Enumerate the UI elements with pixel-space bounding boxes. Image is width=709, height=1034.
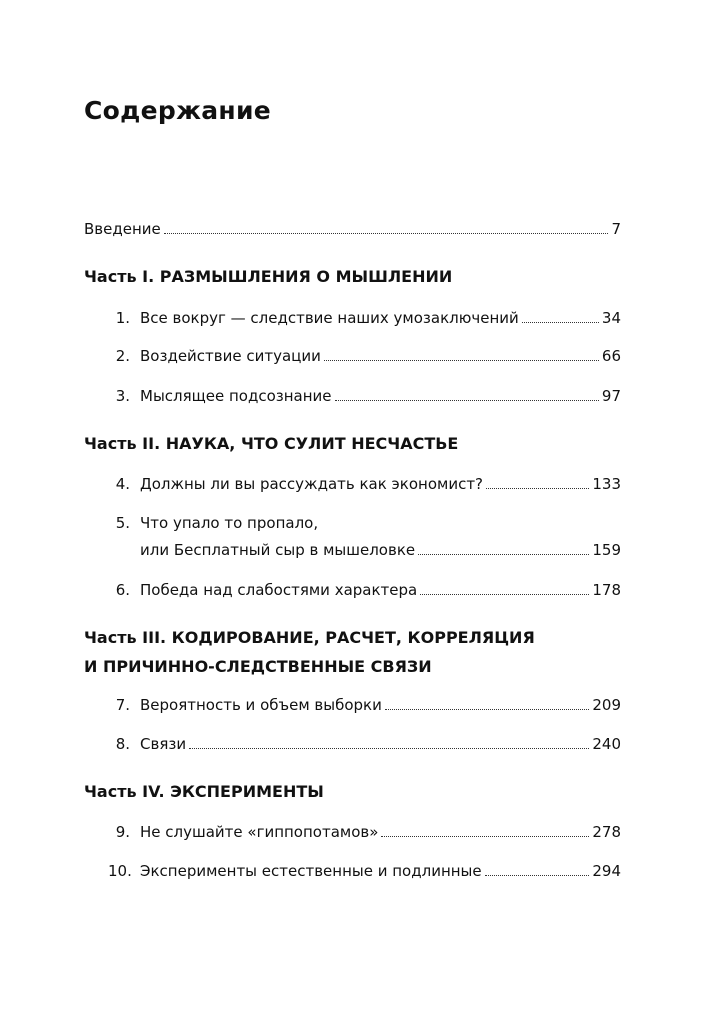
toc-entry-title: Победа над слабостями характера <box>140 581 418 599</box>
part-heading-1: Часть I. РАЗМЫШЛЕНИЯ О МЫШЛЕНИИ <box>84 267 453 286</box>
toc-page-number: 159 <box>592 541 621 559</box>
toc-entry-title-line1: Что упало то пропало, <box>140 514 319 532</box>
toc-page-number: 278 <box>592 823 621 841</box>
toc-entry-chapter-1[interactable] <box>98 308 621 328</box>
part-heading-3-line1: Часть III. КОДИРОВАНИЕ, РАСЧЕТ, КОРРЕЛЯЦИЯ <box>84 628 535 647</box>
part-heading-3-line2: И ПРИЧИННО-СЛЕДСТВЕННЫЕ СВЯЗИ <box>84 657 432 676</box>
leader-dots <box>485 874 590 876</box>
chapter-number: 4. <box>115 475 130 493</box>
toc-entry-title: Воздействие ситуации <box>140 347 321 365</box>
chapter-number: 10. <box>108 862 132 880</box>
toc-entry-chapter-10[interactable] <box>98 861 621 881</box>
chapter-number: 9. <box>115 823 130 841</box>
chapter-number: 2. <box>115 347 130 365</box>
toc-page-number: 240 <box>592 735 621 753</box>
leader-dots <box>324 359 599 361</box>
part-heading-4: Часть IV. ЭКСПЕРИМЕНТЫ <box>84 782 324 801</box>
toc-entry-title: Не слушайте «гиппопотамов» <box>140 823 379 841</box>
leader-dots <box>335 399 599 401</box>
toc-entry-title: Должны ли вы рассуждать как экономист? <box>140 475 484 493</box>
toc-entry-intro[interactable] <box>84 219 621 239</box>
toc-entry-title: или Бесплатный сыр в мышеловке <box>140 541 416 559</box>
leader-dots <box>522 321 599 323</box>
toc-page-number: 34 <box>601 309 621 327</box>
chapter-number: 6. <box>115 581 130 599</box>
toc-entry-chapter-2[interactable] <box>98 346 621 366</box>
part-heading-2: Часть II. НАУКА, ЧТО СУЛИТ НЕСЧАСТЬЕ <box>84 434 459 453</box>
toc-page-number: 178 <box>592 581 621 599</box>
toc-entry-chapter-9[interactable] <box>98 822 621 842</box>
toc-page-number: 7 <box>611 220 621 238</box>
toc-entry-chapter-4[interactable] <box>98 474 621 494</box>
toc-entry-chapter-3[interactable] <box>98 386 621 406</box>
toc-entry-title: Эксперименты естественные и подлинные <box>140 862 482 880</box>
leader-dots <box>385 708 590 710</box>
toc-entry-chapter-7[interactable] <box>98 695 621 715</box>
toc-page-number: 97 <box>601 387 621 405</box>
page-title: Содержание <box>84 96 272 125</box>
leader-dots <box>381 835 589 837</box>
toc-entry-title: Все вокруг — следствие наших умозаключений <box>140 309 519 327</box>
toc-page-number: 294 <box>592 862 621 880</box>
leader-dots <box>189 747 589 749</box>
leader-dots <box>420 593 589 595</box>
toc-page-number: 133 <box>592 475 621 493</box>
toc-entry-chapter-5[interactable] <box>98 540 621 560</box>
toc-entry-chapter-5-line1[interactable] <box>98 513 621 533</box>
toc-entry-title: Вероятность и объем выборки <box>140 696 382 714</box>
leader-dots <box>486 487 589 489</box>
toc-entry-chapter-8[interactable] <box>98 734 621 754</box>
toc-entry-chapter-6[interactable] <box>98 580 621 600</box>
chapter-number: 7. <box>115 696 130 714</box>
leader-dots <box>418 553 589 555</box>
toc-page-number: 209 <box>592 696 621 714</box>
chapter-number: 1. <box>115 309 130 327</box>
chapter-number: 3. <box>115 387 130 405</box>
toc-entry-title: Связи <box>140 735 187 753</box>
chapter-number: 8. <box>115 735 130 753</box>
toc-entry-title: Мыслящее подсознание <box>140 387 332 405</box>
leader-dots <box>164 232 609 234</box>
chapter-number: 5. <box>115 514 130 532</box>
toc-page-number: 66 <box>601 347 621 365</box>
toc-entry-title: Введение <box>84 220 161 238</box>
